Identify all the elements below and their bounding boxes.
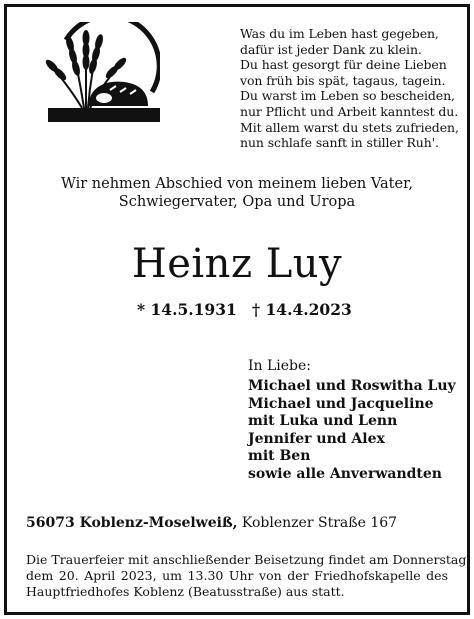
mourner-line: mit Luka und Lenn	[248, 413, 398, 430]
address	[26, 515, 397, 531]
poem-line: nun schlafe sanft in stiller Ruh'.	[240, 135, 439, 151]
poem-line: Was du im Leben hast gegeben,	[240, 26, 439, 41]
notice-line: dem 20. April 2023, um 13.30 Uhr von der Friedhofskapelle des	[26, 567, 448, 583]
poem-line: Du hast gesorgt für deine Lieben	[240, 57, 447, 73]
wheat-and-bread-icon	[40, 22, 160, 126]
deceased-name: Heinz Luy	[131, 241, 343, 287]
address-street: Koblenzer Straße 167	[241, 515, 398, 531]
mourner-line: mit Ben	[248, 448, 311, 465]
intro-line: Schwiegervater, Opa und Uropa	[118, 194, 356, 210]
in-love-label: In Liebe:	[248, 358, 312, 374]
notice-line: Die Trauerfeier mit anschließender Beisetzung findet am Donnerstag,	[26, 552, 471, 567]
birth-date: * 14.5.1931	[137, 300, 237, 319]
farewell-intro	[0, 175, 474, 211]
mourner-line: Michael und Roswitha Luy	[248, 378, 456, 394]
poem	[240, 26, 459, 151]
mourner-line: Michael und Jacqueline	[248, 395, 434, 412]
death-date: † 14.4.2023	[252, 300, 352, 319]
mourner-line: sowie alle Anverwandten	[248, 465, 442, 482]
poem-line: dafür ist jeder Dank zu klein.	[240, 41, 422, 57]
poem-line: von früh bis spät, tagaus, tagein.	[240, 72, 446, 88]
intro-line: Wir nehmen Abschied von meinem lieben Vater,	[60, 176, 414, 192]
poem-line: Du warst im Leben so bescheiden,	[240, 88, 455, 104]
notice-line: Hauptfriedhofes Koblenz (Beatusstraße) aus statt.	[26, 583, 345, 599]
mourners-list	[248, 378, 456, 484]
poem-line: Mit allem warst du stets zufrieden,	[240, 119, 459, 135]
funeral-notice	[26, 552, 471, 599]
mourner-line: Jennifer und Alex	[248, 430, 385, 447]
poem-line: nur Pflicht und Arbeit kanntest du.	[240, 103, 459, 119]
address-city: 56073 Koblenz-Moselweiß,	[26, 515, 238, 531]
